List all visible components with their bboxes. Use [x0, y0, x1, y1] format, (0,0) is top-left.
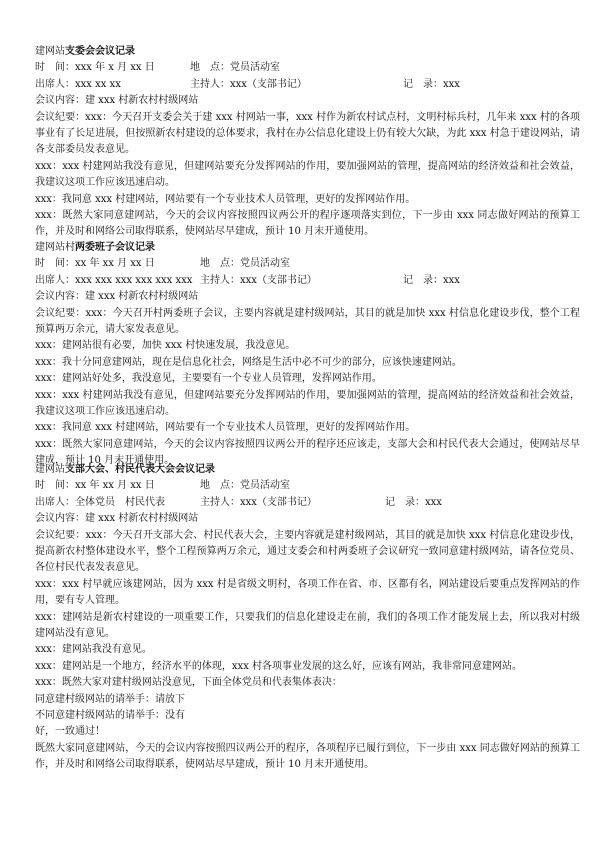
section-branch-committee — [35, 44, 580, 241]
paragraph: xxx：建网站是新农村建设的一项重要工作，只要我们的信息化建设走在前，我们的各项工作才能发展上去，所以我对村级建网站没有意见。 — [35, 611, 580, 640]
attendees: 出席人：全体党员 村民代表 — [35, 496, 165, 508]
meeting-time: 时 间：xx 年 xx 月 xx 日 — [35, 480, 155, 492]
title-plain: 建网站 — [35, 46, 65, 57]
paragraph: 会议纪要：xxx：今天召开支委会关于建 xxx 村网站一事，xxx 村作为新农村试点村，文明村标兵村，几年来 xxx 村的各项事业有了长足进展，但按照新农村建设的总体要求，我村在办公信息化建设上仍有较大欠缺，为此 xxx 村急于建设网站，请各支部委员发表意见。 — [35, 111, 580, 156]
section-two-committees — [35, 240, 580, 470]
recorder: 记 录：xxx — [403, 274, 460, 286]
paragraph: xxx：建网站我没有意见。 — [35, 644, 152, 656]
meeting-place: 地 点：党员活动室 — [200, 258, 290, 270]
recorder: 记 录：xxx — [385, 496, 442, 508]
vote-line: 同意建村级网站的请举手：请放下 — [35, 693, 185, 705]
meeting-content: 会议内容：建 xxx 村新农村村级网站 — [35, 95, 199, 107]
meeting-content: 会议内容：建 xxx 村新农村村级网站 — [35, 291, 199, 303]
meta-row-people — [35, 273, 580, 289]
meta-row-time — [35, 256, 580, 272]
meta-row-people — [35, 77, 580, 93]
section-title — [35, 462, 580, 478]
title-plain: 建网站 — [35, 464, 65, 475]
vote-line: 不同意建村级网站的请举手：没有 — [35, 710, 185, 722]
host: 主持人：xxx（支部书记） — [200, 496, 317, 508]
paragraph: xxx：既然大家同意建网站，今天的会议内容按照四议两公开的程序还应该走，支部大会和村民代表大会通过，使网站尽早建成，预计 10 月末开通使用。 — [35, 438, 580, 467]
paragraph: xxx：我同意 xxx 村建网站，网站要有一个专业技术人员管理，更好的发挥网站作用。 — [35, 422, 416, 434]
section-title — [35, 44, 580, 60]
attendees: 出席人：xxx xxx xxx xxx xxx xxx — [35, 274, 193, 286]
paragraph: xxx：建网站是一个地方，经济水平的体现，xxx 村各项事业发展的这么好，应该有网站，我非常同意建网站。 — [35, 660, 523, 672]
meeting-place: 地 点：党员活动室 — [190, 62, 280, 74]
title-bold: 支部大会、村民代表大会会议记录 — [65, 464, 215, 475]
meta-row-time — [35, 60, 580, 76]
meeting-content: 会议内容：建 xxx 村新农村村级网站 — [35, 513, 199, 525]
title-bold: 支委会会议记录 — [65, 46, 135, 57]
paragraph: xxx：我十分同意建网站，现在是信息化社会，网络是生活中必不可少的部分，应该快速建网站。 — [35, 356, 462, 368]
paragraph: 会议纪要：xxx：今天召开支部大会、村民代表大会，主要内容就是建村级网站，其目的就是加快 xxx 村信息化建设步伐，提高新农村整体建设水平，整个工程预算两万余元，通过支委会和村两委班子会议研究一致同意建村级网站，请各位党员、各位村民代表发表意见。 — [35, 529, 580, 574]
paragraph: xxx：xxx 村早就应该建网站，因为 xxx 村是省级文明村，各项工作在省、市、区都有名，网站建设后要重点发挥网站的作用，要有专人管理。 — [35, 578, 580, 607]
paragraph: xxx：建网站好处多，我没意见，主要要有一个专业人员管理，发挥网站作用。 — [35, 373, 382, 385]
paragraph: xxx：xxx 村建网站我没有意见，但建网站要充分发挥网站的作用，要加强网站的管理，提高网站的经济效益和社会效益，我建议这项工作应该迅速启动。 — [35, 389, 580, 418]
meta-row-time — [35, 478, 580, 494]
section-title — [35, 240, 580, 256]
meeting-place: 地 点：党员活动室 — [200, 480, 290, 492]
meeting-time: 时 间：xx 年 xx 月 xx 日 — [35, 258, 155, 270]
paragraph: 会议纪要：xxx：今天召开村两委班子会议，主要内容就是建村级网站，其目的就是加快 xxx 村信息化建设步伐，整个工程预算两万余元，请大家发表意见。 — [35, 307, 580, 335]
title-plain: 建网站村 — [35, 242, 75, 253]
meta-row-people — [35, 495, 580, 511]
attendees: 出席人：xxx xx xx — [35, 78, 121, 90]
closing-paragraph: 既然大家同意建网站，今天的会议内容按照四议两公开的程序，各项程序已履行到位，下一步由 xxx 同志做好网站的预算工作，并及时和网络公司取得联系，使网站尽早建成，预计 10 月末开通使用。 — [35, 742, 580, 771]
paragraph: xxx：既然大家对建村级网站没意见，下面全体党员和代表集体表决： — [35, 677, 342, 689]
paragraph: xxx：既然大家同意建网站，今天的会议内容按照四议两公开的程序逐项落实到位，下一步由 xxx 同志做好网站的预算工作，并及时和网络公司取得联系，使网站尽早建成，预计 10 月末开通使用。 — [35, 210, 580, 238]
meeting-time: 时 间：xxx 年 x 月 xx 日 — [35, 62, 155, 74]
section-branch-and-villager-congress — [35, 462, 580, 774]
host: 主持人：xxx（支部书记） — [190, 78, 307, 90]
paragraph: xxx：我同意 xxx 村建网站，网站要有一个专业技术人员管理，更好的发挥网站作用。 — [35, 193, 416, 205]
vote-line: 好，一致通过！ — [35, 726, 105, 738]
paragraph: xxx：建网站很有必要，加快 xxx 村快速发展，我没意见。 — [35, 340, 296, 352]
paragraph: xxx：xxx 村建网站我没有意见，但建网站要充分发挥网站的作用，要加强网站的管理，提高网站的经济效益和社会效益，我建议这项工作应该迅速启动。 — [35, 160, 580, 189]
title-bold: 两委班子会议记录 — [75, 242, 155, 253]
recorder: 记 录：xxx — [403, 78, 460, 90]
host: 主持人：xxx（支部书记） — [200, 274, 317, 286]
